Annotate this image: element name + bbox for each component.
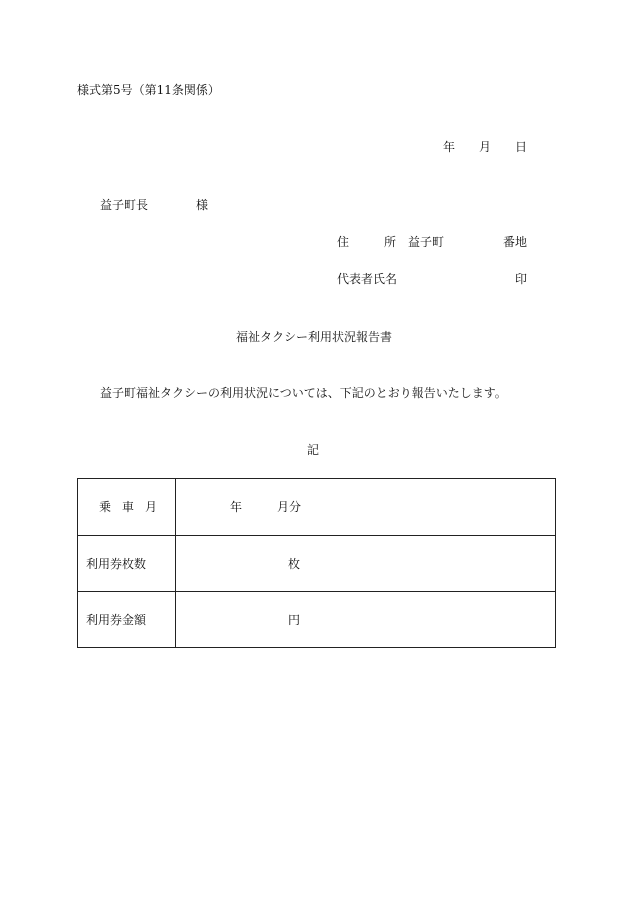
body-text: 益子町福祉タクシーの利用状況については、下記のとおり報告いたします。 [100,386,507,400]
ki-label: 記 [307,443,320,457]
date-month: 月 [479,140,492,154]
date-year: 年 [443,140,456,154]
column-divider [175,592,176,647]
value-year: 年 [230,500,243,514]
address-town: 益子町 [408,235,445,249]
column-divider [175,479,176,535]
recipient-honorific: 様 [196,198,209,212]
label-ticket-amount: 利用券金額 [86,613,147,627]
document-title: 福祉タクシー利用状況報告書 [236,330,393,344]
column-divider [175,536,176,591]
report-table [77,478,556,648]
representative-label: 代表者氏名 [337,272,398,286]
label-ticket-count: 利用券枚数 [86,557,147,571]
value-month: 月分 [277,500,302,514]
label-char-3: 月 [145,500,158,514]
label-char-2: 車 [122,500,135,514]
date-day: 日 [515,140,528,154]
address-label-2: 所 [384,235,397,249]
address-label-1: 住 [337,235,350,249]
unit-sheets: 枚 [288,557,301,571]
form-number: 様式第5号（第11条関係） [77,83,220,97]
unit-yen: 円 [288,613,301,627]
seal-mark: 印 [515,272,528,286]
label-char-1: 乗 [99,500,112,514]
address-suffix: 番地 [503,235,528,249]
recipient-name: 益子町長 [100,198,149,212]
table-row-ticket-amount [78,591,555,647]
table-row-ticket-count [78,535,555,591]
table-row-month [78,479,555,535]
